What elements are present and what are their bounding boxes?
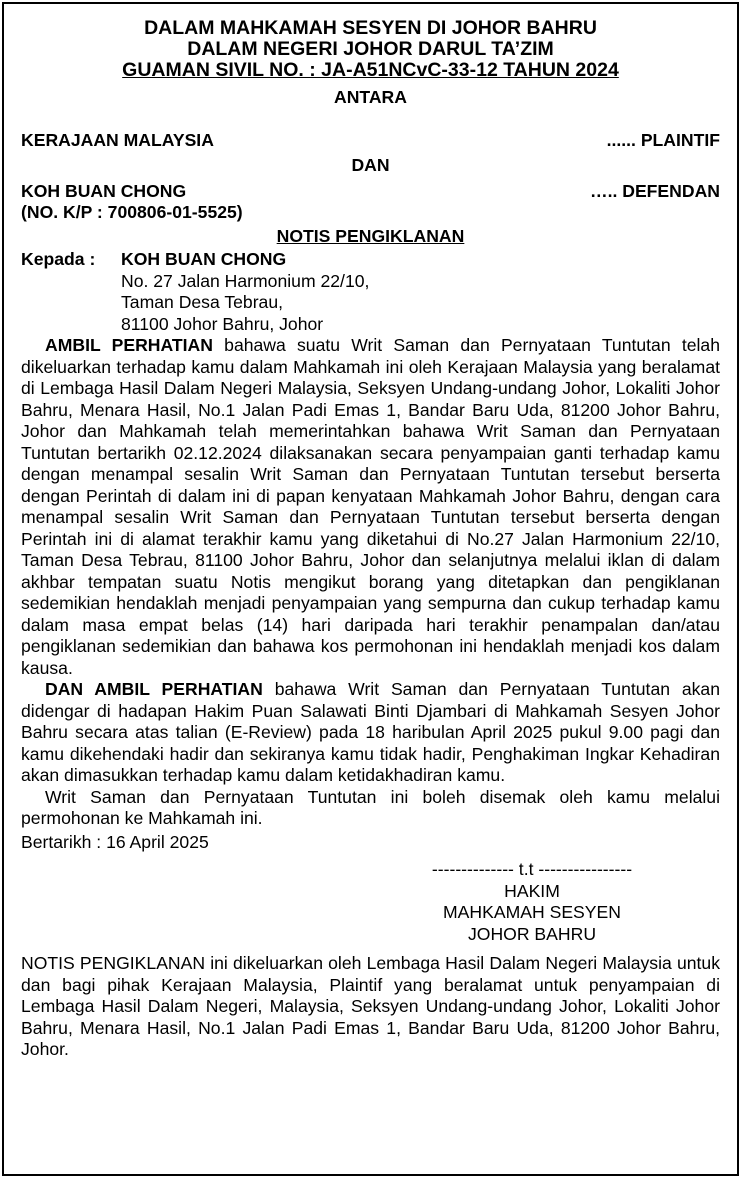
footer-notice: NOTIS PENGIKLANAN ini dikeluarkan oleh Lembaga Hasil Dalam Negeri Malaysia untuk dan bagi pihak Kerajaan Malaysia, Plaintif yang beralamat untuk penyampaian di Lembaga Hasil Dalam Negeri, Malaysia, Seksyen Undang-undang Johor, Lokaliti Johor Bahru, Menara Hasil, No.1 Jalan Padi Emas 1, Bandar Baru Uda, 81200 Johor Bahru, Johor. xyxy=(21,953,720,1059)
paragraph-2 xyxy=(21,679,720,787)
state-name: DALAM NEGERI JOHOR DARUL TA’ZIM xyxy=(187,38,554,60)
paragraph-3: Writ Saman dan Pernyataan Tuntutan ini boleh disemak oleh kamu melalui permohonan ke Mahkamah ini. xyxy=(21,786,720,828)
court-header xyxy=(21,18,720,81)
paragraph-2-text: bahawa Writ Saman dan Pernyataan Tuntutan akan didengar di hadapan Hakim Puan Salawati Binti Djambari di Mahkamah Sesyen Johor Bahru secara atas talian (E-Review) pada 18 haribulan April 2025 pukul 9.00 pagi dan kamu dikehendaki hadir dan sekiranya kamu tidak hadir, Penghakiman Ingkar Kehadiran akan dimasukkan terhadap kamu dalam ketidakhadiran kamu. xyxy=(21,679,720,785)
signature-block xyxy=(401,859,663,945)
dated-line: Bertarikh : 16 April 2025 xyxy=(21,831,209,852)
defendant-row xyxy=(21,181,720,203)
signature-line: -------------- t.t ---------------- xyxy=(431,859,633,879)
recipient-details xyxy=(121,249,369,335)
case-number: GUAMAN SIVIL NO. : JA-A51NCvC-33-12 TAHUN 2024 xyxy=(122,59,619,81)
notice-body xyxy=(4,4,737,1061)
address-line: No. 27 Jalan Harmonium 22/10, xyxy=(121,270,370,291)
notice-title: NOTIS PENGIKLANAN xyxy=(276,225,465,246)
notice-frame xyxy=(2,2,739,1176)
signature-location: JOHOR BAHRU xyxy=(467,923,597,944)
court-name: DALAM MAHKAMAH SESYEN DI JOHOR BAHRU xyxy=(144,17,597,39)
address-line: 81100 Johor Bahru, Johor xyxy=(121,313,324,334)
plaintiff-role: ...... PLAINTIF xyxy=(606,129,720,150)
paragraph-1-text: bahawa suatu Writ Saman dan Pernyataan Tuntutan telah dikeluarkan terhadap kamu dalam Mahkamah ini oleh Kerajaan Malaysia yang beralamat di Lembaga Hasil Dalam Negeri Malaysia, Seksyen Undang-undang Johor, Lokaliti Johor Bahru, Menara Hasil, No.1 Jalan Padi Emas 1, Bandar Baru Uda, 81200 Johor Bahru, Johor dan Mahkamah telah memerintahkan bahawa Writ Saman dan Pernyataan Tuntutan bertarikh 02.12.2024 dilaksanakan secara penyampaian ganti terhadap kamu dengan menampal sesalin Writ Saman dan Pernyataan Tuntutan tersebut berserta dengan Perintah di dalam ini di papan kenyataan Mahkamah Johor Bahru, dengan cara menampal sesalin Writ Saman dan Pernyataan Tuntutan tersebut berserta dengan Perintah ini di alamat terakhir kamu yang diketahui di No.27 Jalan Harmonium 22/10, Taman Desa Tebrau, 81100 Johor Bahru, Johor dan selanjutnya melalui iklan di dalam akhbar tempatan suatu Notis mengikut borang yang ditetapkan dan pengiklanan sedemikian hendaklah menjadi penyampaian yang sempurna dan cukup terhadap kamu dalam masa empat belas (14) hari daripada hari terakhir penampalan dan/atau pengiklanan sedemikian dan bahawa kos permohonan ini hendaklah menjadi kos dalam kausa. xyxy=(21,335,720,678)
address-line: Taman Desa Tebrau, xyxy=(121,292,284,312)
antara-label: ANTARA xyxy=(334,87,407,107)
signature-court: MAHKAMAH SESYEN xyxy=(443,902,621,922)
recipient-block xyxy=(21,249,720,335)
recipient-name: KOH BUAN CHONG xyxy=(121,249,287,269)
recipient-label: Kepada : xyxy=(21,249,96,269)
paragraph-2-lead: DAN AMBIL PERHATIAN xyxy=(45,679,263,699)
defendant-role: ….. DEFENDAN xyxy=(589,180,720,201)
defendant-name: KOH BUAN CHONG xyxy=(21,180,187,201)
dan-label: DAN xyxy=(351,155,390,175)
paragraph-1-lead: AMBIL PERHATIAN xyxy=(45,335,213,355)
signature-title: HAKIM xyxy=(504,880,560,901)
plaintiff-name: KERAJAAN MALAYSIA xyxy=(21,129,214,150)
plaintiff-row xyxy=(21,130,720,152)
defendant-id: (NO. K/P : 700806-01-5525) xyxy=(21,202,243,222)
paragraph-1 xyxy=(21,335,720,679)
